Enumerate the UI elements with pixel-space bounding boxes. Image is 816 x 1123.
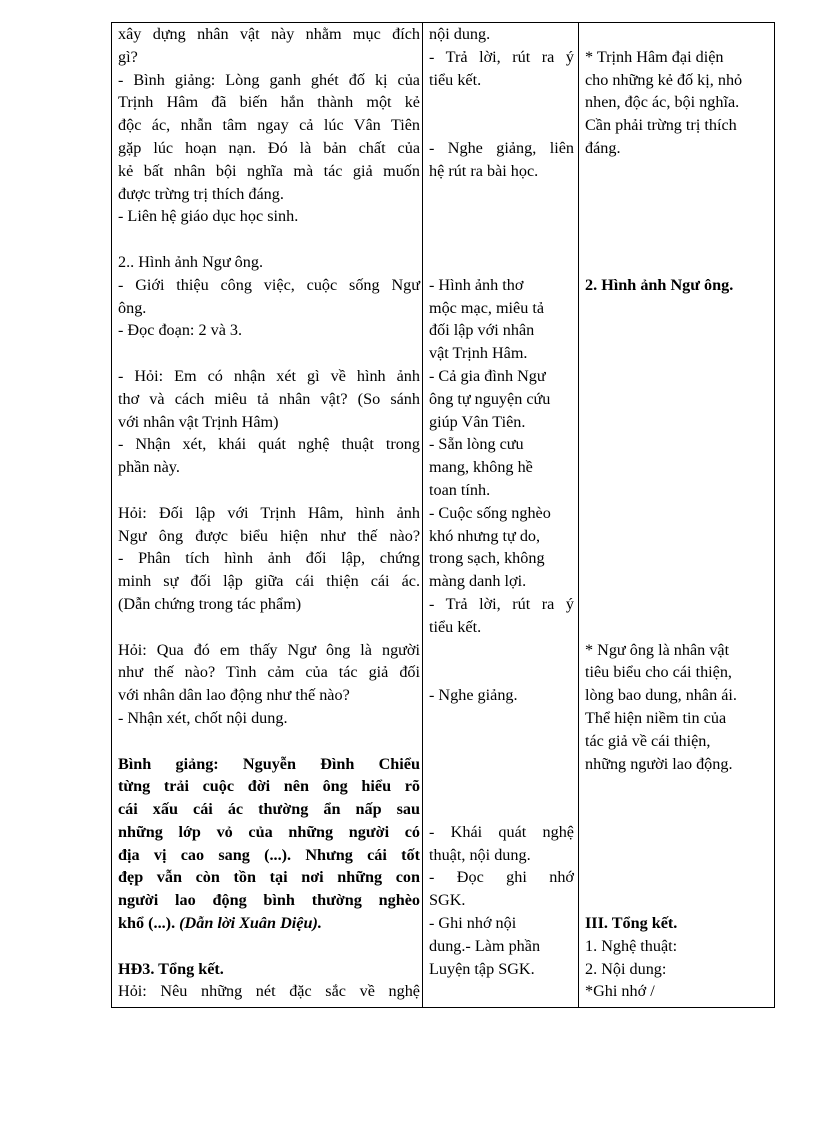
text-line xyxy=(585,205,770,228)
text-line xyxy=(585,502,770,525)
text-line: - Đọc ghi nhớ xyxy=(429,868,574,887)
text-line xyxy=(585,23,770,46)
text-line: - Khái quát nghệ xyxy=(429,822,574,841)
text-line: màng danh lợi. xyxy=(429,572,527,591)
teacher-activity-column xyxy=(118,23,420,1003)
text-line: thuật, nội dung. xyxy=(429,845,531,864)
text-line: ông tự nguyện cứu xyxy=(429,389,551,408)
text-line: mộc mạc, miêu tả xyxy=(429,298,545,317)
text-line: - Nghe giảng, liên xyxy=(429,138,574,157)
text-line: - Nhận xét, chốt nội dung. xyxy=(118,708,288,727)
content-column xyxy=(585,23,770,1003)
text-line xyxy=(429,798,574,821)
text-line: trong sạch, không xyxy=(429,549,545,568)
text-line xyxy=(585,593,770,616)
text-line: *Ghi nhớ / xyxy=(585,982,655,1001)
text-line: những lớp vỏ của những người có xyxy=(118,822,420,841)
text-line: - Cả gia đình Ngư xyxy=(429,366,546,385)
text-line: - Nhận xét, khái quát nghệ thuật trong xyxy=(118,435,420,454)
text-line: (Dẫn chứng trong tác phẩm) xyxy=(118,594,302,613)
text-line: minh sự đối lập giữa cái thiện cái ác. xyxy=(118,572,420,591)
text-line xyxy=(585,297,770,320)
text-line xyxy=(585,798,770,821)
text-line: vật Trịnh Hâm. xyxy=(429,344,528,363)
text-line: * Ngư ông là nhân vật xyxy=(585,640,730,659)
text-line: hệ rút ra bài học. xyxy=(429,161,539,180)
text-line: nội dung. xyxy=(429,25,491,43)
text-line: HĐ3. Tổng kết. xyxy=(118,959,224,978)
text-line: - Trả lời, rút ra ý xyxy=(429,594,574,613)
text-line xyxy=(585,570,770,593)
text-line xyxy=(585,251,770,274)
text-line xyxy=(118,935,420,958)
text-line: Cần phải trừng trị thích xyxy=(585,116,737,135)
text-line xyxy=(585,228,770,251)
text-line: - Nghe giảng. xyxy=(429,686,518,705)
text-line xyxy=(585,365,770,388)
text-line: khổ (...). (Dẫn lời Xuân Diệu). xyxy=(118,914,322,933)
text-line: dung.- Làm phần xyxy=(429,936,541,955)
text-line: - Hình ảnh thơ xyxy=(429,275,524,294)
text-line xyxy=(118,730,420,753)
text-line: SGK. xyxy=(429,891,466,910)
text-line xyxy=(585,183,770,206)
quote-citation: (Dẫn lời Xuân Diệu). xyxy=(179,914,322,933)
text-line: thơ và cách miêu tả nhân vật? (So sánh xyxy=(118,389,420,408)
text-line: đối lập với nhân xyxy=(429,321,535,340)
text-line: Hỏi: Qua đó em thấy Ngư ông là người xyxy=(118,640,420,659)
text-line xyxy=(585,411,770,434)
text-line xyxy=(429,251,574,274)
text-line: khó nhưng tự do, xyxy=(429,526,541,545)
text-line xyxy=(585,866,770,889)
text-line: đáng. xyxy=(585,138,621,157)
text-line: Bình giảng: Nguyễn Đình Chiểu xyxy=(118,754,420,773)
text-line: - Cuộc sống nghèo xyxy=(429,503,551,522)
text-line xyxy=(585,479,770,502)
text-line: được trừng trị thích đáng. xyxy=(118,184,284,203)
text-line xyxy=(429,183,574,206)
student-activity-column xyxy=(429,23,574,980)
text-line: tiểu kết. xyxy=(429,70,482,89)
text-line: địa vị cao sang (...). Nhưng cái tốt xyxy=(118,845,420,864)
text-line: Hỏi: Nêu những nét đặc sắc về nghệ xyxy=(118,982,420,1001)
text-line: - Hỏi: Em có nhận xét gì về hình ảnh xyxy=(118,366,420,385)
text-line xyxy=(585,821,770,844)
text-line: Luyện tập SGK. xyxy=(429,959,535,978)
lesson-plan-table xyxy=(111,22,775,1008)
text-line: cho những kẻ đố kị, nhỏ xyxy=(585,70,743,89)
text-line: 1. Nghệ thuật: xyxy=(585,936,678,955)
text-line xyxy=(585,616,770,639)
text-line: toan tính. xyxy=(429,480,491,499)
text-line xyxy=(429,114,574,137)
text-line xyxy=(585,319,770,342)
text-line xyxy=(585,456,770,479)
text-line: - Liên hệ giáo dục học sinh. xyxy=(118,207,299,226)
text-line xyxy=(429,707,574,730)
text-line: * Trịnh Hâm đại diện xyxy=(585,47,724,66)
text-line: người lao động bình thường nghèo xyxy=(118,891,420,910)
text-line: 2. Hình ảnh Ngư ông. xyxy=(585,275,734,294)
text-line: gì? xyxy=(118,47,138,66)
text-line xyxy=(429,661,574,684)
text-line: - Trả lời, rút ra ý xyxy=(429,47,574,66)
text-line: xây dựng nhân vật này nhằm mục đích xyxy=(118,25,420,43)
text-line xyxy=(118,479,420,502)
text-line: cái xấu cái ác thường ẩn nấp sau xyxy=(118,800,420,819)
text-line xyxy=(429,639,574,662)
column-divider xyxy=(422,23,423,1007)
text-line: tiểu kết. xyxy=(429,617,482,636)
text-line: III. Tổng kết. xyxy=(585,914,678,933)
text-line: ông. xyxy=(118,298,147,317)
text-line: - Giới thiệu công việc, cuộc sống Ngư xyxy=(118,275,420,294)
text-line: - Sẵn lòng cưu xyxy=(429,435,524,454)
text-line xyxy=(585,775,770,798)
text-line xyxy=(118,616,420,639)
text-line: 2.. Hình ảnh Ngư ông. xyxy=(118,252,264,271)
text-line xyxy=(585,433,770,456)
text-line: - Bình giảng: Lòng ganh ghét đố kị của xyxy=(118,70,420,89)
text-line xyxy=(429,730,574,753)
text-line xyxy=(429,205,574,228)
text-line: phần này. xyxy=(118,458,180,477)
text-line: - Phân tích hình ảnh đối lập, chứng xyxy=(118,549,420,568)
text-line: Thể hiện niềm tin của xyxy=(585,708,727,727)
text-line xyxy=(585,160,770,183)
text-line: - Ghi nhớ nội xyxy=(429,914,517,933)
text-line: với nhân vật Trịnh Hâm) xyxy=(118,412,279,431)
text-line: 2. Nội dung: xyxy=(585,959,667,978)
text-line xyxy=(429,775,574,798)
text-line: tác giả về cái thiện, xyxy=(585,731,711,750)
text-line xyxy=(429,753,574,776)
text-line: kẻ bất nhân bội nghĩa mà tác giả muốn xyxy=(118,161,420,180)
text-line: tiêu biểu cho cái thiện, xyxy=(585,663,732,682)
text-line: từng trải cuộc đời nên ông hiểu rõ xyxy=(118,777,420,796)
text-line: lòng bao dung, nhân ái. xyxy=(585,686,737,705)
text-line xyxy=(118,342,420,365)
text-line xyxy=(585,889,770,912)
text-line: nhen, độc ác, bội nghĩa. xyxy=(585,93,740,112)
text-line: như thế nào? Tình cảm của tác giả đối xyxy=(118,663,420,682)
text-line: đẹp vẫn còn tồn tại nơi những con xyxy=(118,868,420,887)
text-line xyxy=(429,91,574,114)
text-line xyxy=(429,228,574,251)
text-line: Hỏi: Đối lập với Trịnh Hâm, hình ảnh xyxy=(118,503,420,522)
text-line: với nhân dân lao động như thế nào? xyxy=(118,686,350,705)
text-line: mang, không hề xyxy=(429,458,533,477)
text-line xyxy=(585,388,770,411)
text-line: độc ác, nhẫn tâm ngay cả lúc Vân Tiên xyxy=(118,116,420,135)
text-line: giúp Vân Tiên. xyxy=(429,412,526,431)
text-line xyxy=(585,525,770,548)
text-line xyxy=(585,547,770,570)
text-line xyxy=(585,342,770,365)
column-divider xyxy=(578,23,579,1007)
text-line xyxy=(585,844,770,867)
text-line: Trịnh Hâm đã biến hắn thành một kẻ xyxy=(118,93,420,112)
text-line: - Đọc đoạn: 2 và 3. xyxy=(118,321,243,340)
text-line: gặp lúc hoạn nạn. Đó là bản chất của xyxy=(118,138,420,157)
text-line: những người lao động. xyxy=(585,754,733,773)
text-line xyxy=(118,228,420,251)
text-line: Ngư ông được biểu hiện như thế nào? xyxy=(118,526,420,545)
